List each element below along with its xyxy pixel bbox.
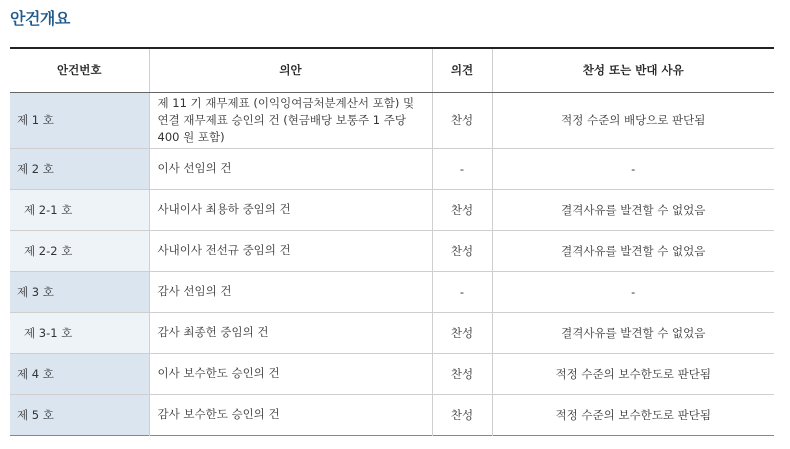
opinion: 찬성 — [432, 230, 492, 271]
reason: - — [492, 271, 774, 312]
reason: 적정 수준의 보수한도로 판단됨 — [492, 394, 774, 435]
header-reason: 찬성 또는 반대 사유 — [492, 48, 774, 92]
agenda-number: 제 3-1 호 — [10, 312, 149, 353]
agenda-title: 이사 보수한도 승인의 건 — [149, 353, 432, 394]
agenda-number: 제 3 호 — [10, 271, 149, 312]
agenda-title: 감사 선임의 건 — [149, 271, 432, 312]
agenda-number: 제 5 호 — [10, 394, 149, 435]
opinion: 찬성 — [432, 189, 492, 230]
table-row — [10, 394, 774, 435]
agenda-title: 이사 선임의 건 — [149, 148, 432, 189]
reason: 적정 수준의 보수한도로 판단됨 — [492, 353, 774, 394]
agenda-number: 제 2-2 호 — [10, 230, 149, 271]
agenda-title: 제 11 기 재무제표 (이익잉여금처분계산서 포함) 및 연결 재무제표 승인의 건 (현금배당 보통주 1 주당 400 원 포함) — [149, 92, 432, 148]
opinion: 찬성 — [432, 92, 492, 148]
opinion: - — [432, 271, 492, 312]
header-agenda: 의안 — [149, 48, 432, 92]
table-row — [10, 92, 774, 148]
reason: 결격사유를 발견할 수 없었음 — [492, 230, 774, 271]
table-row — [10, 230, 774, 271]
table-row — [10, 189, 774, 230]
agenda-number: 제 2 호 — [10, 148, 149, 189]
agenda-number: 제 2-1 호 — [10, 189, 149, 230]
header-row — [10, 48, 774, 92]
agenda-number: 제 4 호 — [10, 353, 149, 394]
header-no: 안건번호 — [10, 48, 149, 92]
agenda-title: 감사 최종헌 중임의 건 — [149, 312, 432, 353]
opinion: 찬성 — [432, 394, 492, 435]
reason: 결격사유를 발견할 수 없었음 — [492, 189, 774, 230]
agenda-title: 사내이사 전선규 중임의 건 — [149, 230, 432, 271]
agenda-title: 사내이사 최용하 중임의 건 — [149, 189, 432, 230]
reason: 적정 수준의 배당으로 판단됨 — [492, 92, 774, 148]
agenda-title: 감사 보수한도 승인의 건 — [149, 394, 432, 435]
agenda-number: 제 1 호 — [10, 92, 149, 148]
section-title: 안건개요 — [10, 9, 70, 28]
table-row — [10, 353, 774, 394]
reason: - — [492, 148, 774, 189]
reason: 결격사유를 발견할 수 없었음 — [492, 312, 774, 353]
opinion: - — [432, 148, 492, 189]
opinion: 찬성 — [432, 312, 492, 353]
header-opinion: 의견 — [432, 48, 492, 92]
table-row — [10, 271, 774, 312]
opinion: 찬성 — [432, 353, 492, 394]
agenda-table — [10, 47, 774, 436]
table-row — [10, 148, 774, 189]
table-row — [10, 312, 774, 353]
